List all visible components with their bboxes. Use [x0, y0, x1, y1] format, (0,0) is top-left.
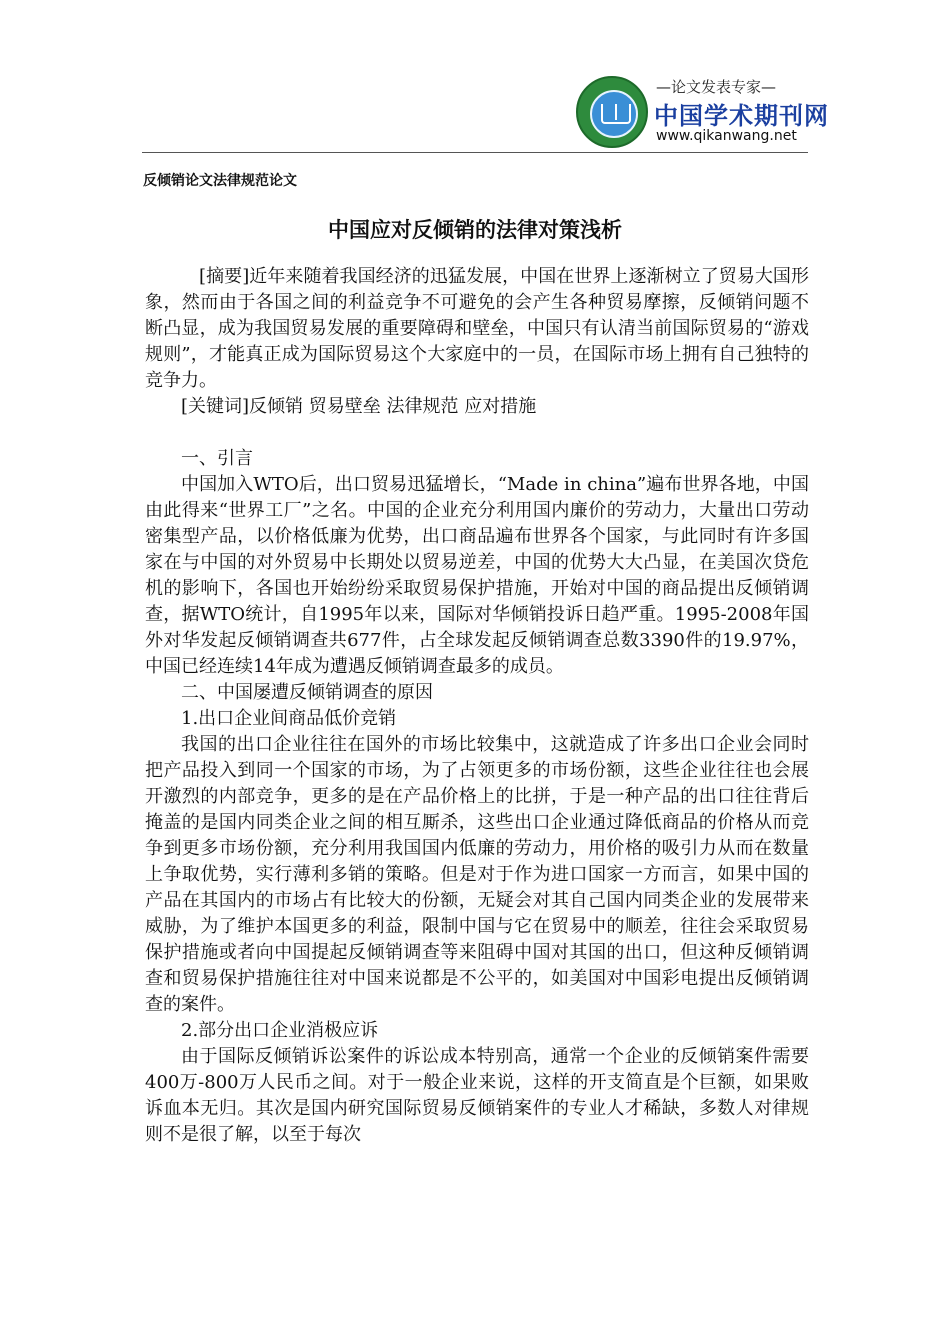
book-icon	[601, 104, 631, 124]
intro-paragraph: 中国加入WTO后，出口贸易迅猛增长，“Made in china”遍布世界各地，中国由此得来“世界工厂”之名。中国的企业充分利用国内廉价的劳动力，大量出口劳动密集型产品，以价格低廉为优势，出口商品遍布世界各个国家，与此同时有许多国家在与中国的对外贸易中长期处以贸易逆差，中国的优势大大凸显，在美国次贷危机的影响下，各国也开始纷纷采取贸易保护措施，开始对中国的商品提出反倾销调查，据WTO统计，自1995年以来，国际对华倾销投诉日趋严重。1995-2008年国外对华发起反倾销调查共677件，占全球发起反倾销调查总数3390件的19.97%，中国已经连续14年成为遭遇反倾销调查最多的成员。	[145, 474, 809, 677]
logo-tagline: —论文发表专家—	[656, 78, 777, 96]
subsection-heading-2: 2.部分出口企业消极应诉	[181, 1020, 379, 1041]
abstract-paragraph: [摘要]近年来随着我国经济的迅猛发展，中国在世界上逐渐树立了贸易大国形象，然而由于各国之间的利益竞争不可避免的会产生各种贸易摩擦，反倾销问题不断凸显，成为我国贸易发展的重要障碍和壁垒，中国只有认清当前国际贸易的“游戏规则”，才能真正成为国际贸易这个大家庭中的一员，在国际市场上拥有自己独特的竞争力。	[145, 266, 809, 391]
section-heading-reasons: 二、中国屡遭反倾销调查的原因	[181, 682, 433, 703]
logo-brand: 中国学术期刊网	[654, 102, 829, 130]
subsection-2-paragraph: 由于国际反倾销诉讼案件的诉讼成本特别高，通常一个企业的反倾销案件需要400万-800万人民币之间。对于一般企业来说，这样的开支简直是个巨额，如果败诉血本无归。其次是国内研究国际贸易反倾销案件的专业人才稀缺，多数人对律规则不是很了解，以至于每次	[145, 1046, 809, 1145]
subsection-1-paragraph: 我国的出口企业往往在国外的市场比较集中，这就造成了许多出口企业会同时把产品投入到同一个国家的市场，为了占领更多的市场份额，这些企业往往也会展开激烈的内部竞争，更多的是在产品价格上的比拼，于是一种产品的出口往往背后掩盖的是国内同类企业之间的相互厮杀，这些出口企业通过降低商品的价格从而竞争到更多市场份额，充分利用我国国内低廉的劳动力，用价格的吸引力从而在数量上争取优势，实行薄利多销的策略。但是对于作为进口国家一方而言，如果中国的产品在其国内的市场占有比较大的份额，无疑会对其自己国内同类企业的发展带来威胁，为了维护本国更多的利益，限制中国与它在贸易中的顺差，往往会采取贸易保护措施或者向中国提起反倾销调查等来阻碍中国对其国的出口，但这种反倾销调查和贸易保护措施往往对中国来说都是不公平的，如美国对中国彩电提出反倾销调查的案件。	[145, 734, 809, 1015]
document-category: 反倾销论文法律规范论文	[143, 173, 297, 189]
article-body	[145, 264, 809, 1148]
logo-seal-icon	[576, 76, 648, 148]
header-rule	[142, 152, 808, 153]
keywords-paragraph: [关键词]反倾销 贸易壁垒 法律规范 应对措施	[181, 396, 537, 417]
page-title: 中国应对反倾销的法律对策浅析	[328, 218, 622, 242]
section-heading-intro: 一、引言	[181, 448, 253, 469]
logo-url: www.qikanwang.net	[656, 128, 797, 144]
subsection-heading-1: 1.出口企业间商品低价竞销	[181, 708, 397, 729]
site-logo	[576, 72, 829, 152]
